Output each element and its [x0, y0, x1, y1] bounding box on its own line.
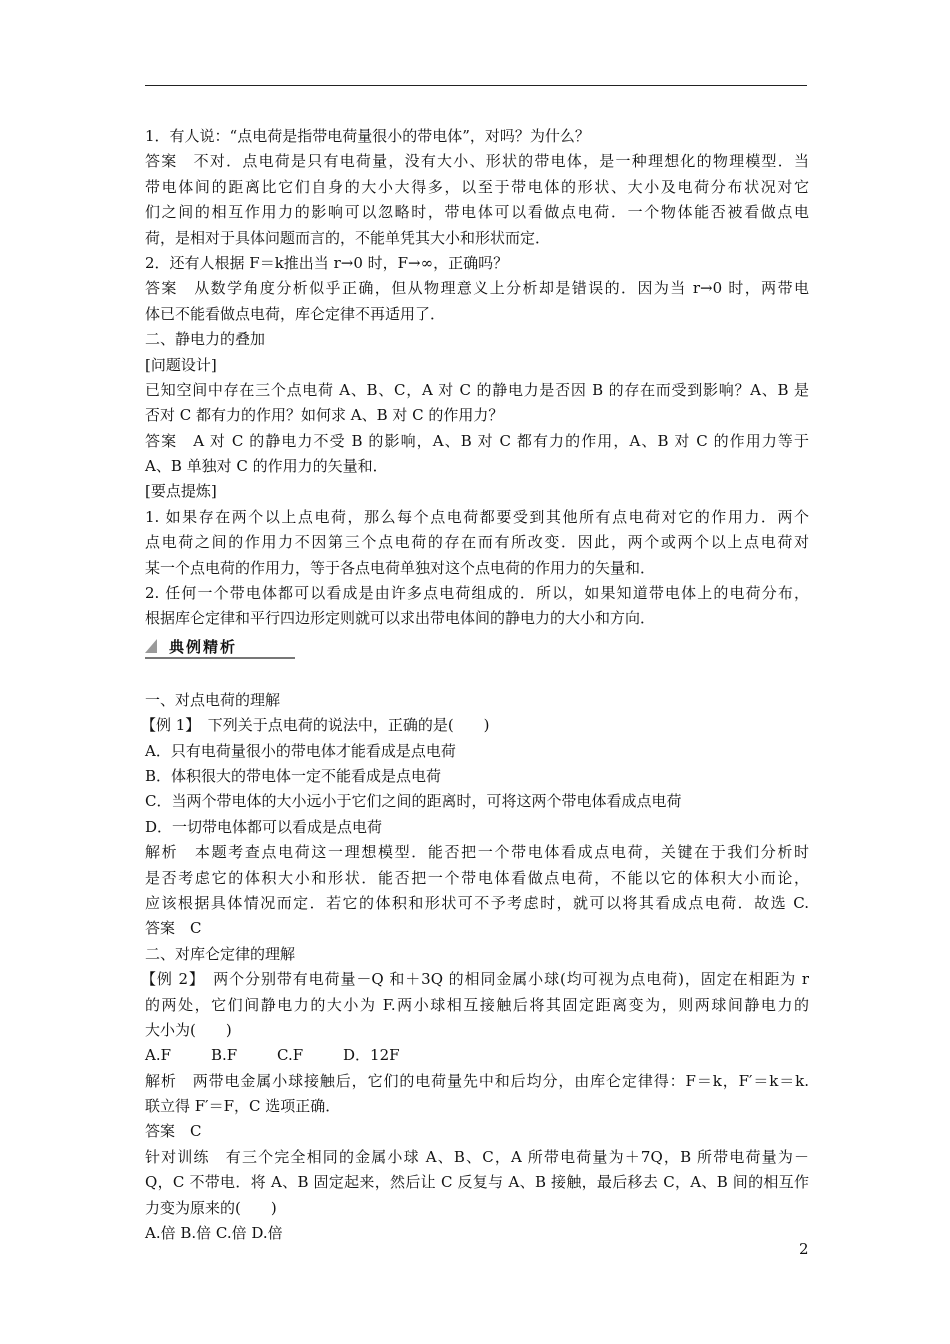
training-line-2: Q，C 不带电．将 A、B 固定起来，然后让 C 反复与 A、B 接触，最后移去 C，A、B 间的相互作	[145, 1173, 809, 1192]
examples-banner	[145, 636, 809, 662]
ex1-stem: 【例 1】 下列关于点电荷的说法中，正确的是( )	[141, 716, 490, 735]
ex1-analysis-line-2: 是否考虑它的体积大小和形状．能否把一个带电体看做点电荷，不能以它的体积大小而论，	[145, 868, 809, 887]
banner-title: 典例精析	[169, 637, 238, 656]
ex2-stem-line-3: 大小为( )	[145, 1020, 232, 1039]
ex1-analysis-line-1: 解析 本题考查点电荷这一理想模型．能否把一个带电体看成点电荷，关键在于我们分析时	[145, 843, 809, 862]
q1-answer-line-4: 荷，是相对于具体问题而言的，不能单凭其大小和形状而定．	[145, 228, 551, 247]
section2-answer-line-1: 答案 A 对 C 的静电力不受 B 的影响，A、B 对 C 都有力的作用，A、B 对 C 的作用力等于	[145, 431, 809, 450]
section2-answer-line-2: A、B 单独对 C 的作用力的矢量和．	[145, 457, 388, 476]
q1-answer-line-3: 们之间的相互作用力的影响可以忽略时，带电体可以看做点电荷．一个物体能否被看做点电	[145, 203, 809, 222]
ex2-option-c: C.F	[277, 1046, 304, 1065]
ex2-stem-line-1: 【例 2】 两个分别带有电荷量－Q 和＋3Q 的相同金属小球(均可视为点电荷)，固定在相距为 r	[141, 970, 809, 989]
page-number: 2	[799, 1240, 809, 1258]
problem-design-label: [问题设计]	[145, 355, 217, 374]
q2-question: 2．还有人根据 F＝k推出当 r→0 时，F→∞，正确吗？	[145, 253, 509, 272]
ex2-analysis-line-1: 解析 两带电金属小球接触后，它们的电荷量先中和后均分，由库仑定律得：F＝k，F′＝k＝k.	[145, 1071, 809, 1090]
ex1-heading: 一、对点电荷的理解	[145, 690, 281, 709]
banner-triangle-icon	[145, 639, 157, 653]
q2-answer-line-1: 答案 从数学角度分析似乎正确，但从物理意义上分析却是错误的．因为当 r→0 时，两带电	[145, 279, 809, 298]
training-line-1: 针对训练 有三个完全相同的金属小球 A、B、C，A 所带电荷量为＋7Q，B 所带电荷量为－	[145, 1147, 809, 1166]
key-point-line-3: 某一个点电荷的作用力，等于各点电荷单独对这个点电荷的作用力的矢量和．	[145, 558, 656, 577]
ex1-option-d: D．一切带电体都可以看成是点电荷	[145, 817, 383, 836]
ex1-option-c: C．当两个带电体的大小远小于它们之间的距离时，可将这两个带电体看成点电荷	[145, 792, 682, 811]
banner-underline	[145, 657, 295, 659]
problem-design-line-1: 已知空间中存在三个点电荷 A、B、C，A 对 C 的静电力是否因 B 的存在而受到影响？A、B 是	[145, 380, 809, 399]
q1-question: 1．有人说：“点电荷是指带电荷量很小的带电体”，对吗？为什么？	[145, 127, 590, 145]
ex2-option-a: A.F	[145, 1046, 172, 1065]
ex2-stem-line-2: 的两处，它们间静电力的大小为 F.两小球相互接触后将其固定距离变为，则两球间静电力的	[145, 995, 809, 1014]
ex1-option-a: A．只有电荷量很小的带电体才能看成是点电荷	[145, 741, 456, 760]
ex1-option-b: B．体积很大的带电体一定不能看成是点电荷	[145, 766, 442, 785]
ex2-options	[145, 1043, 809, 1068]
problem-design-line-2: 否对 C 都有力的作用？如何求 A、B 对 C 的作用力？	[145, 406, 504, 425]
section2-heading: 二、静电力的叠加	[145, 330, 266, 349]
ex1-answer: 答案 C	[145, 919, 202, 938]
ex2-option-b: B.F	[211, 1046, 238, 1065]
q1-answer-line-2: 带电体间的距离比它们自身的大小大得多，以至于带电体的形状、大小及电荷分布状况对它	[145, 177, 809, 196]
training-line-3: 力变为原来的( )	[145, 1198, 277, 1217]
key-point-line-2: 点电荷之间的作用力不因第三个点电荷的存在而有所改变．因此，两个或两个以上点电荷对	[145, 533, 809, 552]
ex2-option-d: D．12F	[343, 1046, 400, 1065]
key-point-line-4: 2. 任何一个带电体都可以看成是由许多点电荷组成的．所以，如果知道带电体上的电荷分布，	[145, 584, 809, 603]
key-point-line-1: 1. 如果存在两个以上点电荷，那么每个点电荷都要受到其他所有点电荷对它的作用力．两个	[145, 507, 809, 526]
ex2-answer: 答案 C	[145, 1122, 202, 1141]
header-rule	[145, 85, 807, 86]
key-points-label: [要点提炼]	[145, 482, 217, 501]
q2-answer-line-2: 体已不能看做点电荷，库仑定律不再适用了．	[145, 304, 446, 323]
q1-answer-line-1: 答案 不对．点电荷是只有电荷量，没有大小、形状的带电体，是一种理想化的物理模型．当	[145, 152, 809, 171]
ex1-analysis-line-3: 应该根据具体情况而定．若它的体积和形状可不予考虑时，就可以将其看成点电荷．故选 C.	[145, 893, 809, 912]
key-point-line-5: 根据库仑定律和平行四边形定则就可以求出带电体间的静电力的大小和方向．	[145, 609, 656, 628]
ex2-heading: 二、对库仑定律的理解	[145, 944, 296, 963]
ex2-analysis-line-2: 联立得 F′＝F，C 选项正确．	[145, 1097, 341, 1116]
document-body	[141, 124, 809, 1246]
training-options: A.倍 B.倍 C.倍 D.倍	[145, 1224, 283, 1243]
